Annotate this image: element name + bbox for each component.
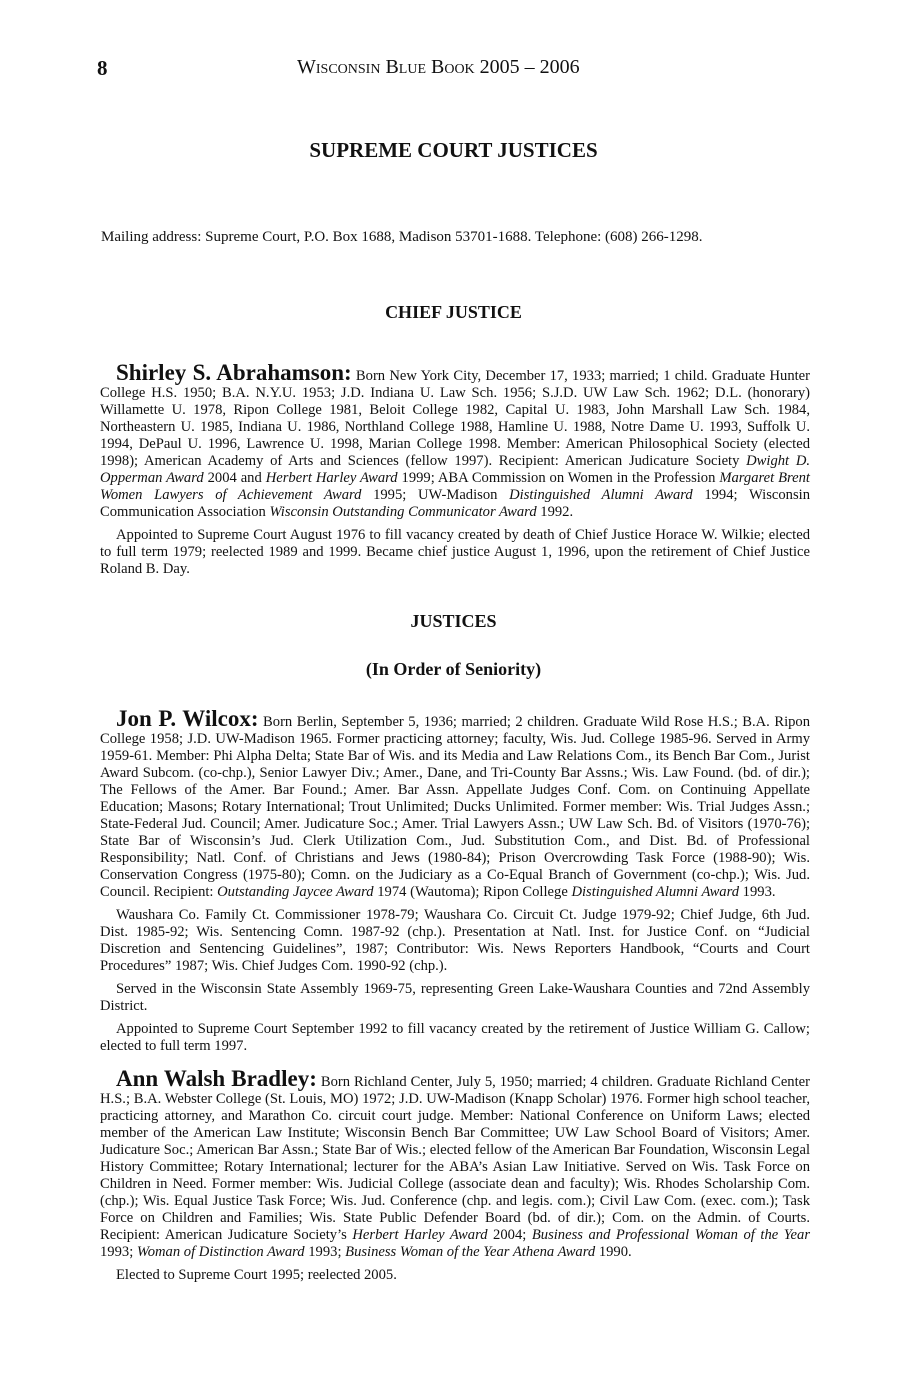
seniority-heading: (In Order of Seniority)	[365, 659, 542, 679]
justice-legislative-service: Served in the Wisconsin State Assembly 1969-75, representing Green Lake-Waushara Counties and 72nd Assembly District.	[100, 981, 810, 1014]
award-title: Business Woman of the Year Athena Award	[345, 1244, 596, 1260]
bio-text: 1995; UW-Madison	[361, 487, 510, 503]
award-title: Woman of Distinction Award	[136, 1244, 305, 1260]
award-title: Distinguished Alumni Award	[571, 884, 740, 900]
running-header: Wisconsin Blue Book 2005 – 2006	[297, 56, 580, 78]
bio-text: 1993;	[304, 1244, 346, 1260]
chief-justice-entry	[100, 360, 811, 584]
mailing-address: Mailing address: Supreme Court, P.O. Box 1688, Madison 53701-1688. Telephone: (608) 266-1298.	[101, 229, 703, 245]
award-title: Margaret Brent Women Lawyers of Achievement Award	[100, 470, 810, 503]
page-title: SUPREME COURT JUSTICES	[309, 138, 598, 162]
bio-text: Born New York City, December 17, 1933; married; 1 child. Graduate Hunter College H.S. 1950; B.A. N.Y.U. 1953; J.D. Indiana U. Law Sch. 1956; S.J.D. UW Law Sch. 1962; D.L. (honorary) Willamette U. 1978, Ripon College 1981, Beloit College 1982, Capital U. 1983, John Marshall Law Sch. 1984, Northeastern U. 1985, Indiana U. 1986, Northland College 1988, Hamline U. 1988, Notre Dame U. 1993, Suffolk U. 1994, DePaul U. 1996, Lawrence U. 1998, Marian College 1998. Member: American Philosophical Society (elected 1998); American Academy of Arts and Sciences (fellow 1997). Recipient: American Judicature Society	[100, 368, 811, 469]
justice-name: Jon P. Wilcox:	[116, 706, 259, 731]
bio-text: 1993.	[739, 884, 776, 900]
justice-name: Shirley S. Abrahamson:	[116, 360, 352, 385]
bio-text: 1999; ABA Commission on Women in the Profession	[397, 470, 720, 486]
bio-text: 2004;	[487, 1227, 532, 1243]
award-title: Herbert Harley Award	[352, 1227, 488, 1243]
justice-entry-bradley	[100, 1066, 810, 1290]
bio-text: 2004 and	[203, 470, 266, 486]
award-title: Wisconsin Outstanding Communicator Award	[269, 504, 537, 520]
chief-justice-heading: CHIEF JUSTICE	[385, 302, 522, 322]
award-title: Outstanding Jaycee Award	[217, 884, 374, 900]
justice-entry-wilcox	[100, 706, 811, 1061]
page-number: 8	[97, 56, 108, 80]
justice-name: Ann Walsh Bradley:	[116, 1066, 317, 1091]
justice-appointment: Appointed to Supreme Court September 1992 to fill vacancy created by the retirement of Justice William G. Callow; elected to full term 1997.	[100, 1021, 810, 1054]
justice-career: Waushara Co. Family Ct. Commissioner 1978-79; Waushara Co. Circuit Ct. Judge 1979-92; Chief Judge, 6th Jud. Dist. 1985-92; Wis. Sentencing Comn. 1987-92 (chp.). Presentation at Natl. Inst. for Justice Conf. on “Judicial Discretion and Sentencing Guidelines”, 1987; Contributor: Wis. News Reporters Handbook, “Courts and Court Procedures” 1987; Wis. Chief Judges Com. 1990-92 (chp.).	[100, 907, 810, 974]
justice-bio	[100, 1066, 810, 1261]
bio-text: 1992.	[536, 504, 574, 520]
award-title: Dwight D. Opperman Award	[100, 453, 811, 486]
bio-text: 1990.	[595, 1244, 632, 1260]
justice-election: Elected to Supreme Court 1995; reelected 2005.	[116, 1267, 397, 1283]
award-title: Business and Professional Woman of the Year	[531, 1227, 810, 1243]
justice-bio	[100, 706, 811, 901]
award-title: Herbert Harley Award	[265, 470, 398, 486]
chief-justice-appointment: Appointed to Supreme Court August 1976 to fill vacancy created by death of Chief Justice Horace W. Wilkie; elected to full term 1979; reelected 1989 and 1999. Became chief justice August 1, 1996, upon the retirement of Chief Justice Roland B. Day.	[100, 527, 810, 577]
bio-text: Born Berlin, September 5, 1936; married; 2 children. Graduate Wild Rose H.S.; B.A. Ripon College 1958; J.D. UW-Madison 1965. Former practicing attorney; faculty, Wis. Jud. College 1985-96. Served in Army 1959-61. Member: Phi Alpha Delta; State Bar of Wis. and its Media and Law Relations Com., its Bench Bar Com., Jurist Award Subcom. (co-chp.), Senior Lawyer Div.; Amer., Dane, and Tri-County Bar Assns.; Wis. Law Found. (bd. of dir.); The Fellows of the Amer. Bar Found.; Amer. Bar Assn. Appellate Judges Conf. Com. on Continuing Appellate Education; Masons; Rotary International; Trout Unlimited; Ducks Unlimited. Former member: Wis. Trial Judges Assn.; State-Federal Jud. Council; Amer. Judicature Soc.; Amer. Trial Lawyers Assn.; UW Law Sch. Bd. of Visitors (1970-76); State Bar of Wisconsin’s Jud. Clerk Utilization Com., Jud. Substitution Com., and Dist. Bd. of Professional Responsibility; Natl. Conf. of Christians and Jews (1980-84); Prison Overcrowding Task Force (1988-90); Wis. Conservation Congress (1975-80); Comn. on the Judiciary as a Co-Equal Branch of Government (co-chp.); Wis. Jud. Council. Recipient:	[100, 714, 811, 900]
chief-justice-bio	[100, 360, 811, 521]
bio-text: 1974 (Wautoma); Ripon College	[373, 884, 572, 900]
justices-heading: JUSTICES	[410, 611, 497, 631]
bio-text: 1994; Wisconsin Communication Association	[100, 487, 810, 520]
award-title: Distinguished Alumni Award	[509, 487, 693, 503]
bio-text: 1993;	[100, 1244, 137, 1260]
bio-text: Born Richland Center, July 5, 1950; married; 4 children. Graduate Richland Center H.S.; B.A. Webster College (St. Louis, MO) 1972; J.D. UW-Madison (Knapp Scholar) 1976. Former high school teacher, practicing attorney, and Marathon Co. circuit court judge. Member: National Conference on Uniform Laws; elected member of the American Law Institute; Wisconsin Bench Bar Committee; UW Law School Board of Visitors; Amer. Judicature Soc.; American Bar Assn.; State Bar of Wis.; elected fellow of the American Bar Foundation, Wisconsin Legal History Committee; Rotary International; lecturer for the ABA’s Asian Law Initiative. Served on Wis. Task Force on Children in Need. Former member: Wis. Judicial College (associate dean and faculty); Wis. Rhodes Scholarship Com. (chp.); Wis. Equal Justice Task Force; Wis. Jud. Conference (chp. and legis. com.); Civil Law Com. (exec. com.); Task Force on Children and Families; Wis. State Public Defender Board (bd. of dir.); Com. on the Admin. of Courts. Recipient: American Judicature Society’s	[100, 1074, 810, 1243]
